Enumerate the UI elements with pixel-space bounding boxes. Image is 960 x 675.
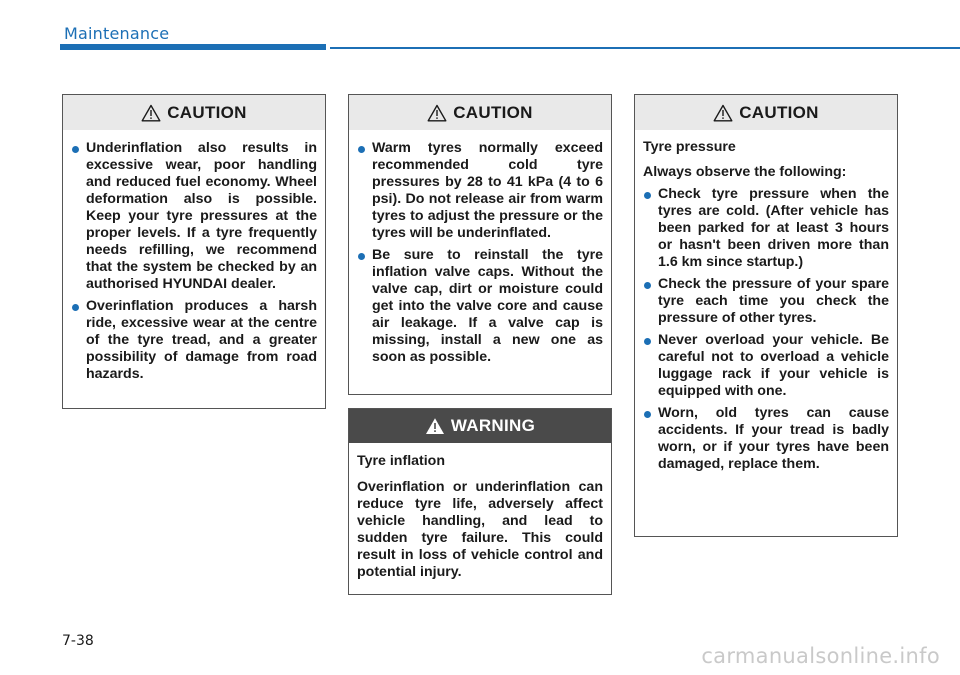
caution-bullet-list [357,140,603,366]
bullet-dot-icon [358,253,365,260]
bullet-dot-icon [644,282,651,289]
caution-box-left [62,94,326,409]
list-item: Be sure to reinstall the tyre inflation valve caps. Without the valve cap, dirt or moisture could get into the valve core and cause air leakage. If a valve cap is missing, install a new one as soon as possible. [357,247,603,366]
warning-box-middle [348,408,612,595]
warning-triangle-outline-icon [141,104,161,122]
bullet-dot-icon [358,146,365,153]
caution-heading: Tyre pressure [643,139,736,155]
list-item: Warm tyres normally exceed recommended cold tyre pressures by 28 to 41 kPa (4 to 6 psi). Do not release air from warm tyres to adjust the pressure or the tyres will be underinflated. [357,140,603,242]
caution-header [635,95,897,130]
bullet-dot-icon [644,192,651,199]
header-rule-thick [60,44,326,50]
caution-title: CAUTION [167,102,247,122]
caution-header [63,95,325,130]
section-title: Maintenance [64,24,170,43]
list-item: Check tyre pressure when the tyres are cold. (After vehicle has been parked for at least 3 hours or hasn't been driven more than 1.6 km since startup.) [643,186,889,271]
page-number: 7-38 [62,633,94,649]
warning-title: WARNING [450,416,536,435]
warning-heading: Tyre inflation [357,453,446,469]
caution-box-middle [348,94,612,395]
bullet-dot-icon [72,146,79,153]
warning-triangle-outline-icon [713,104,733,122]
warning-paragraph: Overinflation or underinflation can reduce tyre life, adversely affect vehicle handling, and lead to sudden tyre failure. This could result in loss of vehicle control and potential injury. [357,479,603,580]
caution-title: CAUTION [453,102,533,122]
list-item: Underinflation also results in excessive wear, poor handling and reduced fuel economy. Wheel deformation also is possible. Keep your tyre pressures at the proper levels. If a tyre frequently needs refilling, we recommend that the system be checked by an authorised HYUNDAI dealer. [71,140,317,293]
warning-triangle-outline-icon [427,104,447,122]
list-item: Worn, old tyres can cause accidents. If your tread is badly worn, or if your tyres have been damaged, replace them. [643,405,889,473]
caution-bullet-list [643,186,889,473]
list-item: Overinflation produces a harsh ride, excessive wear at the centre of the tyre tread, and a greater possibility of damage from road hazards. [71,298,317,383]
caution-header [349,95,611,130]
list-item: Never overload your vehicle. Be careful not to overload a vehicle luggage rack if your vehicle is equipped with one. [643,332,889,400]
bullet-dot-icon [644,411,651,418]
caution-bullet-list [71,140,317,383]
warning-header [349,409,611,443]
caution-intro: Always observe the following: [643,164,847,180]
bullet-dot-icon [644,338,651,345]
caution-box-right [634,94,898,537]
watermark: carmanualsonline.info [701,644,940,668]
list-item: Check the pressure of your spare tyre each time you check the pressure of other tyres. [643,276,889,327]
bullet-dot-icon [72,304,79,311]
caution-title: CAUTION [739,102,819,122]
header-rule-thin [330,47,960,49]
warning-triangle-filled-icon [425,417,445,435]
